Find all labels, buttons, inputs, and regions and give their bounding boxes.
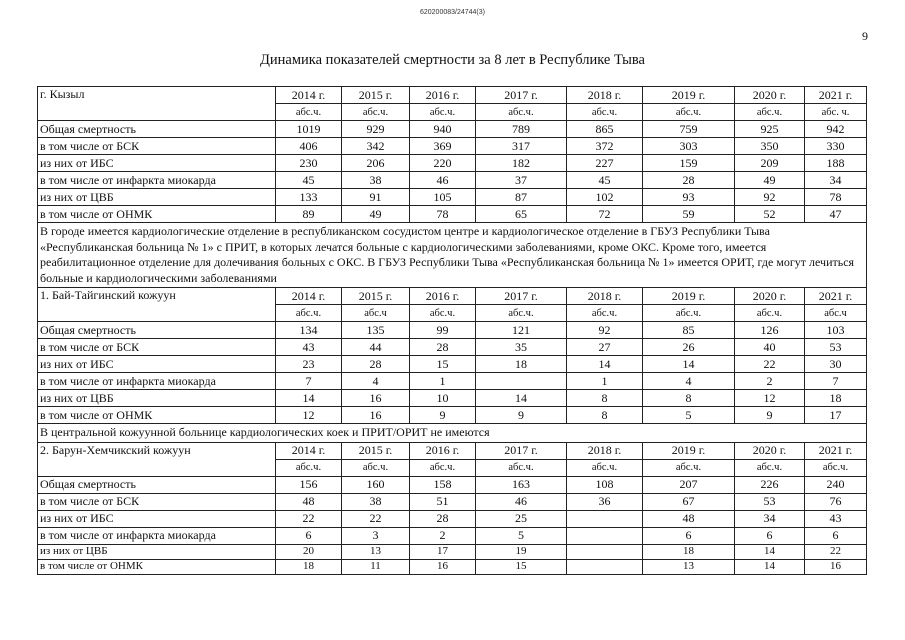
value-cell: 9: [476, 407, 567, 424]
value-cell: 53: [735, 493, 805, 510]
unit-cell: абс.ч.: [410, 459, 476, 476]
value-cell: 227: [567, 155, 643, 172]
year-header: 2014 г.: [276, 442, 342, 459]
value-cell: 36: [567, 493, 643, 510]
year-header: 2015 г.: [342, 288, 410, 305]
value-cell: 6: [805, 527, 867, 544]
unit-cell: абс.ч: [342, 305, 410, 322]
value-cell: 6: [276, 527, 342, 544]
value-cell: 16: [342, 390, 410, 407]
unit-cell: абс.ч.: [805, 459, 867, 476]
value-cell: 369: [410, 138, 476, 155]
unit-cell: абс.ч.: [276, 459, 342, 476]
value-cell: 14: [476, 390, 567, 407]
year-header: 2017 г.: [476, 288, 567, 305]
value-cell: 44: [342, 339, 410, 356]
year-header: 2014 г.: [276, 87, 342, 104]
section-note: В центральной кожуунной больнице кардиологических коек и ПРИТ/ОРИТ не имеются: [38, 424, 867, 443]
row-label: в том числе от ОНМК: [38, 206, 276, 223]
year-header: 2020 г.: [735, 87, 805, 104]
value-cell: 12: [276, 407, 342, 424]
value-cell: 14: [735, 559, 805, 574]
value-cell: 160: [342, 476, 410, 493]
value-cell: 13: [643, 559, 735, 574]
year-header: 2020 г.: [735, 442, 805, 459]
value-cell: 206: [342, 155, 410, 172]
value-cell: 133: [276, 189, 342, 206]
year-header: 2021 г.: [805, 442, 867, 459]
row-label: из них от ИБС: [38, 510, 276, 527]
value-cell: 342: [342, 138, 410, 155]
value-cell: 317: [476, 138, 567, 155]
row-label: из них от ИБС: [38, 356, 276, 373]
value-cell: 759: [643, 121, 735, 138]
unit-cell: абс.ч.: [643, 459, 735, 476]
unit-cell: абс.ч.: [410, 305, 476, 322]
value-cell: 1019: [276, 121, 342, 138]
section-name: г. Кызыл: [38, 87, 276, 121]
value-cell: 52: [735, 206, 805, 223]
unit-cell: абс.ч.: [476, 459, 567, 476]
value-cell: 865: [567, 121, 643, 138]
row-label: в том числе от ОНМК: [38, 559, 276, 574]
value-cell: 121: [476, 322, 567, 339]
page-title: Динамика показателей смертности за 8 лет в Республике Тыва: [260, 52, 645, 68]
unit-cell: абс.ч.: [476, 104, 567, 121]
value-cell: [567, 527, 643, 544]
value-cell: 13: [342, 544, 410, 559]
value-cell: 18: [805, 390, 867, 407]
unit-cell: абс.ч.: [735, 459, 805, 476]
value-cell: 182: [476, 155, 567, 172]
value-cell: 220: [410, 155, 476, 172]
table-row: [38, 138, 867, 155]
year-header: 2019 г.: [643, 442, 735, 459]
value-cell: 85: [643, 322, 735, 339]
value-cell: 34: [805, 172, 867, 189]
value-cell: 45: [276, 172, 342, 189]
value-cell: 17: [410, 544, 476, 559]
note-row: [38, 223, 867, 288]
value-cell: 91: [342, 189, 410, 206]
value-cell: 15: [410, 356, 476, 373]
value-cell: 240: [805, 476, 867, 493]
value-cell: 18: [276, 559, 342, 574]
value-cell: 67: [643, 493, 735, 510]
value-cell: 49: [342, 206, 410, 223]
unit-cell: абс.ч.: [410, 104, 476, 121]
value-cell: 2: [735, 373, 805, 390]
row-label: в том числе от инфаркта миокарда: [38, 172, 276, 189]
table-row: [38, 559, 867, 574]
unit-cell: абс.ч.: [276, 305, 342, 322]
unit-cell: абс.ч.: [735, 104, 805, 121]
value-cell: 14: [276, 390, 342, 407]
value-cell: 1: [410, 373, 476, 390]
section-name: 2. Барун-Хемчикский кожуун: [38, 442, 276, 476]
value-cell: 20: [276, 544, 342, 559]
value-cell: 940: [410, 121, 476, 138]
value-cell: 16: [805, 559, 867, 574]
row-label: в том числе от БСК: [38, 493, 276, 510]
value-cell: 6: [643, 527, 735, 544]
year-header: 2018 г.: [567, 87, 643, 104]
value-cell: 49: [735, 172, 805, 189]
value-cell: 16: [410, 559, 476, 574]
value-cell: 99: [410, 322, 476, 339]
unit-cell: абс.ч.: [735, 305, 805, 322]
value-cell: 18: [643, 544, 735, 559]
value-cell: 209: [735, 155, 805, 172]
row-label: из них от ЦВБ: [38, 544, 276, 559]
row-label: из них от ЦВБ: [38, 390, 276, 407]
unit-cell: абс.ч.: [567, 305, 643, 322]
value-cell: 5: [643, 407, 735, 424]
value-cell: 78: [805, 189, 867, 206]
year-header: 2020 г.: [735, 288, 805, 305]
unit-cell: абс.ч.: [476, 305, 567, 322]
unit-cell: абс.ч: [805, 305, 867, 322]
value-cell: [476, 373, 567, 390]
value-cell: 38: [342, 493, 410, 510]
value-cell: 35: [476, 339, 567, 356]
value-cell: 156: [276, 476, 342, 493]
row-label: в том числе от БСК: [38, 138, 276, 155]
value-cell: 126: [735, 322, 805, 339]
value-cell: 8: [567, 407, 643, 424]
year-header: 2018 г.: [567, 288, 643, 305]
value-cell: [567, 559, 643, 574]
value-cell: 46: [476, 493, 567, 510]
unit-cell: абс.ч.: [342, 459, 410, 476]
value-cell: 45: [567, 172, 643, 189]
section-header-row: [38, 442, 867, 459]
value-cell: 34: [735, 510, 805, 527]
value-cell: 102: [567, 189, 643, 206]
value-cell: 330: [805, 138, 867, 155]
year-header: 2018 г.: [567, 442, 643, 459]
value-cell: 226: [735, 476, 805, 493]
value-cell: 1: [567, 373, 643, 390]
table-row: [38, 373, 867, 390]
row-label: в том числе от инфаркта миокарда: [38, 373, 276, 390]
value-cell: 16: [342, 407, 410, 424]
value-cell: 48: [643, 510, 735, 527]
year-header: 2016 г.: [410, 87, 476, 104]
value-cell: 4: [643, 373, 735, 390]
year-header: 2021 г.: [805, 288, 867, 305]
value-cell: 303: [643, 138, 735, 155]
value-cell: 28: [410, 510, 476, 527]
row-label: в том числе от ОНМК: [38, 407, 276, 424]
year-header: 2016 г.: [410, 288, 476, 305]
value-cell: 17: [805, 407, 867, 424]
unit-cell: абс.ч.: [567, 104, 643, 121]
value-cell: 92: [735, 189, 805, 206]
value-cell: 65: [476, 206, 567, 223]
value-cell: 22: [805, 544, 867, 559]
value-cell: 11: [342, 559, 410, 574]
value-cell: 8: [567, 390, 643, 407]
row-label: Общая смертность: [38, 322, 276, 339]
value-cell: 47: [805, 206, 867, 223]
document-code: 620200083/24744(3): [419, 9, 485, 16]
value-cell: 72: [567, 206, 643, 223]
value-cell: 12: [735, 390, 805, 407]
value-cell: 925: [735, 121, 805, 138]
value-cell: 350: [735, 138, 805, 155]
section-header-row: [38, 288, 867, 305]
value-cell: 89: [276, 206, 342, 223]
table-row: [38, 510, 867, 527]
value-cell: 929: [342, 121, 410, 138]
value-cell: 38: [342, 172, 410, 189]
value-cell: [567, 544, 643, 559]
value-cell: 53: [805, 339, 867, 356]
value-cell: 46: [410, 172, 476, 189]
table-row: [38, 339, 867, 356]
row-label: в том числе от БСК: [38, 339, 276, 356]
value-cell: 134: [276, 322, 342, 339]
value-cell: 76: [805, 493, 867, 510]
value-cell: 28: [410, 339, 476, 356]
year-header: 2019 г.: [643, 288, 735, 305]
value-cell: 18: [476, 356, 567, 373]
table-row: [38, 121, 867, 138]
value-cell: 78: [410, 206, 476, 223]
value-cell: 14: [643, 356, 735, 373]
table-row: [38, 493, 867, 510]
value-cell: 22: [735, 356, 805, 373]
value-cell: 103: [805, 322, 867, 339]
value-cell: 59: [643, 206, 735, 223]
note-row: [38, 424, 867, 443]
section-note: В городе имеется кардиологические отделение в республиканском сосудистом центре и кардиологическое отделение в ГБУЗ Республики Тыва «Республиканская больница № 1» с ПРИТ, в которых лечатся больные с кардиологическими заболеваниями, кроме ОКС. Кроме того, имеется реабилитационное отделение для долечивания больных с ОКС. В ГБУЗ Республики Тыва «Республиканская больница № 1» имеется ОРИТ, где могут лечиться больные и кардиологическими заболеваниями: [38, 223, 867, 288]
row-label: из них от ИБС: [38, 155, 276, 172]
value-cell: 48: [276, 493, 342, 510]
value-cell: 7: [276, 373, 342, 390]
year-header: 2017 г.: [476, 442, 567, 459]
table-row: [38, 407, 867, 424]
value-cell: 43: [805, 510, 867, 527]
value-cell: 14: [735, 544, 805, 559]
table-row: [38, 322, 867, 339]
value-cell: 2: [410, 527, 476, 544]
mortality-table: [37, 86, 867, 575]
value-cell: 28: [643, 172, 735, 189]
value-cell: 92: [567, 322, 643, 339]
year-header: 2015 г.: [342, 442, 410, 459]
table-row: [38, 527, 867, 544]
value-cell: 37: [476, 172, 567, 189]
table-row: [38, 356, 867, 373]
value-cell: 9: [410, 407, 476, 424]
unit-cell: абс.ч.: [342, 104, 410, 121]
table-row: [38, 390, 867, 407]
table-row: [38, 206, 867, 223]
row-label: Общая смертность: [38, 476, 276, 493]
unit-cell: абс.ч.: [643, 104, 735, 121]
value-cell: 19: [476, 544, 567, 559]
year-header: 2021 г.: [805, 87, 867, 104]
value-cell: 108: [567, 476, 643, 493]
value-cell: 5: [476, 527, 567, 544]
value-cell: 188: [805, 155, 867, 172]
section-name: 1. Бай-Тайгинский кожуун: [38, 288, 276, 322]
value-cell: 135: [342, 322, 410, 339]
value-cell: 3: [342, 527, 410, 544]
row-label: в том числе от инфаркта миокарда: [38, 527, 276, 544]
value-cell: 51: [410, 493, 476, 510]
year-header: 2017 г.: [476, 87, 567, 104]
table-row: [38, 544, 867, 559]
row-label: из них от ЦВБ: [38, 189, 276, 206]
value-cell: 15: [476, 559, 567, 574]
unit-cell: абс.ч.: [567, 459, 643, 476]
year-header: 2016 г.: [410, 442, 476, 459]
value-cell: 230: [276, 155, 342, 172]
section-header-row: [38, 87, 867, 104]
value-cell: 8: [643, 390, 735, 407]
value-cell: 158: [410, 476, 476, 493]
value-cell: 23: [276, 356, 342, 373]
value-cell: 207: [643, 476, 735, 493]
page-number: 9: [862, 29, 868, 43]
value-cell: 9: [735, 407, 805, 424]
value-cell: 159: [643, 155, 735, 172]
value-cell: 26: [643, 339, 735, 356]
value-cell: 14: [567, 356, 643, 373]
value-cell: [567, 510, 643, 527]
value-cell: 30: [805, 356, 867, 373]
value-cell: 7: [805, 373, 867, 390]
unit-cell: абс. ч.: [805, 104, 867, 121]
value-cell: 372: [567, 138, 643, 155]
value-cell: 10: [410, 390, 476, 407]
table-row: [38, 476, 867, 493]
unit-cell: абс.ч.: [643, 305, 735, 322]
value-cell: 43: [276, 339, 342, 356]
value-cell: 942: [805, 121, 867, 138]
value-cell: 87: [476, 189, 567, 206]
row-label: Общая смертность: [38, 121, 276, 138]
unit-cell: абс.ч.: [276, 104, 342, 121]
year-header: 2015 г.: [342, 87, 410, 104]
table-row: [38, 189, 867, 206]
value-cell: 25: [476, 510, 567, 527]
value-cell: 163: [476, 476, 567, 493]
value-cell: 22: [276, 510, 342, 527]
value-cell: 789: [476, 121, 567, 138]
value-cell: 40: [735, 339, 805, 356]
value-cell: 93: [643, 189, 735, 206]
value-cell: 6: [735, 527, 805, 544]
table-row: [38, 155, 867, 172]
value-cell: 406: [276, 138, 342, 155]
value-cell: 28: [342, 356, 410, 373]
value-cell: 105: [410, 189, 476, 206]
value-cell: 4: [342, 373, 410, 390]
value-cell: 22: [342, 510, 410, 527]
value-cell: 27: [567, 339, 643, 356]
year-header: 2019 г.: [643, 87, 735, 104]
table-row: [38, 172, 867, 189]
year-header: 2014 г.: [276, 288, 342, 305]
